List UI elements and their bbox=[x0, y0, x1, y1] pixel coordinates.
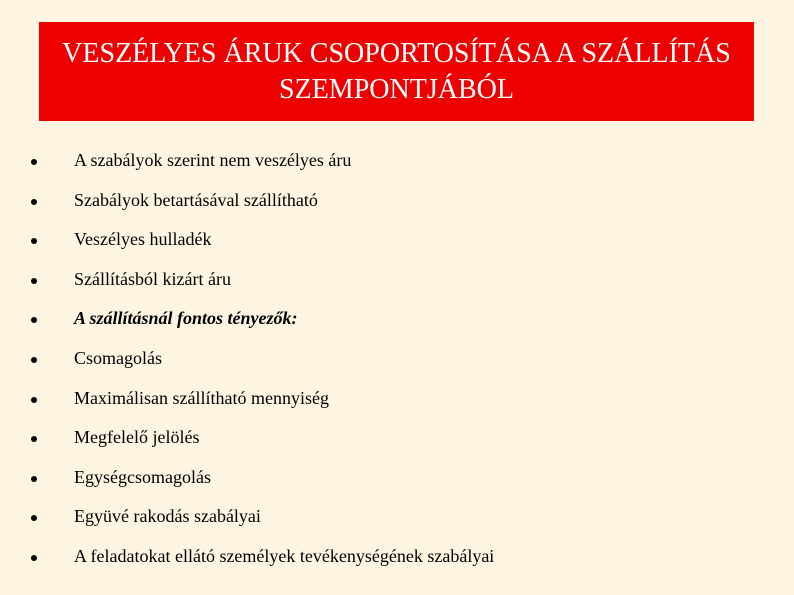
bullet-text: Veszélyes hulladék bbox=[74, 229, 212, 250]
bullet-heading-text: A szállításnál fontos tényezők: bbox=[74, 308, 298, 329]
slide-title-line-2: SZEMPONTJÁBÓL bbox=[279, 73, 514, 105]
bullet-dot-icon bbox=[31, 278, 37, 284]
bullet-item bbox=[0, 219, 760, 259]
bullet-item bbox=[0, 496, 760, 536]
bullet-item bbox=[0, 140, 760, 180]
bullet-item bbox=[0, 259, 760, 299]
bullet-text: Maximálisan szállítható mennyiség bbox=[74, 387, 329, 408]
bullet-item bbox=[0, 298, 760, 338]
bullet-text: Megfelelő jelölés bbox=[74, 427, 200, 448]
bullet-text: A feladatokat ellátó személyek tevékenységének szabályai bbox=[74, 546, 495, 566]
bullet-dot-icon bbox=[31, 397, 37, 403]
slide-title bbox=[62, 36, 731, 108]
bullet-item bbox=[0, 457, 760, 497]
bullet-dot-icon bbox=[31, 555, 37, 561]
bullet-dot-icon bbox=[31, 159, 37, 165]
bullet-item bbox=[0, 180, 760, 220]
bullet-text: Csomagolás bbox=[74, 348, 162, 368]
bullet-item bbox=[0, 417, 760, 457]
bullet-text: Szabályok betartásával szállítható bbox=[74, 189, 318, 210]
bullet-dot-icon bbox=[31, 199, 37, 205]
bullet-dot-icon bbox=[31, 238, 37, 244]
bullet-dot-icon bbox=[31, 357, 37, 363]
slide-title-line-1: VESZÉLYES ÁRUK CSOPORTOSÍTÁSA A SZÁLLÍTÁS bbox=[62, 37, 731, 69]
bullet-text: Szállításból kizárt áru bbox=[74, 268, 231, 289]
bullet-item bbox=[0, 536, 760, 576]
bullet-item bbox=[0, 378, 760, 418]
bullet-text: Egységcsomagolás bbox=[74, 466, 211, 487]
bullet-dot-icon bbox=[31, 436, 37, 442]
slide-title-banner bbox=[39, 22, 754, 121]
bullet-dot-icon bbox=[31, 515, 37, 521]
bullet-text: Együvé rakodás szabályai bbox=[74, 506, 261, 527]
bullet-dot-icon bbox=[31, 476, 37, 482]
bullet-text: A szabályok szerint nem veszélyes áru bbox=[74, 150, 352, 170]
bullet-dot-icon bbox=[31, 317, 37, 323]
bullet-item bbox=[0, 338, 760, 378]
